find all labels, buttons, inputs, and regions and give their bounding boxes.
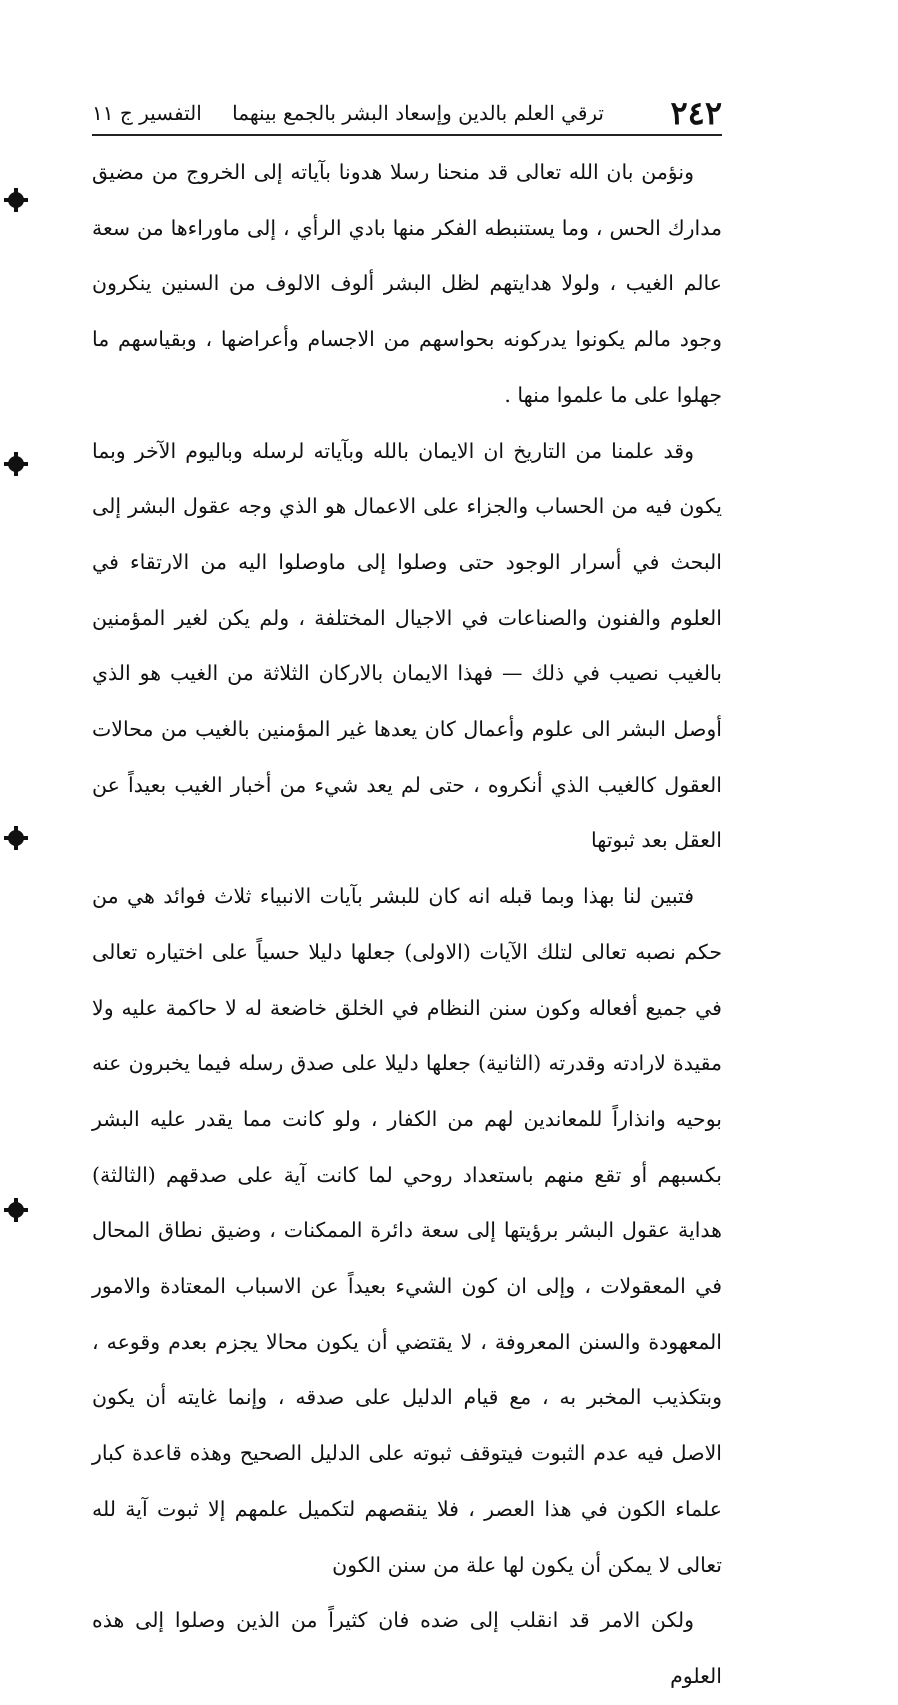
binding-hole-mark-icon — [8, 456, 24, 472]
paragraph-2: وقد علمنا من التاريخ ان الايمان بالله وبآياته لرسله وباليوم الآخر وبما يكون فيه من الحساب والجزاء على الاعمال هو الذي وجه عقول البشر إلى البحث في أسرار الوجود حتى وصلوا إلى ماوصلوا اليه من الارتقاء في العلوم والفنون والصناعات في الاجيال المختلفة ، ولم يكن لغير المؤمنين بالغيب نصيب في ذلك — فهذا الايمان بالاركان الثلاثة من الغيب هو الذي أوصل البشر الى علوم وأعمال كان يعدها غير المؤمنين بالغيب من محالات العقول كالغيب الذي أنكروه ، حتى لم يعد شيء من أخبار الغيب بعيداً عن العقل بعد ثبوتها — [92, 438, 722, 853]
paragraph-3: فتبين لنا بهذا وبما قبله انه كان للبشر بآيات الانبياء ثلاث فوائد هي من حكم نصبه تعالى لتلك الآيات (الاولى) جعلها دليلا حسياً على اختياره تعالى في جميع أفعاله وكون سنن النظام في الخلق خاضعة له لا حاكمة عليه ولا مقيدة لارادته وقدرته (الثانية) جعلها دليلا على صدق رسله فيما يخبرون عنه بوحيه وانذاراً للمعاندين لهم من الكفار ، ولو كانت مما يقدر عليه البشر بكسبهم أو تقع منهم باستعداد روحي لما كانت آية على صدقهم (الثالثة) هداية عقول البشر برؤيتها إلى سعة دائرة الممكنات ، وضيق نطاق المحال في المعقولات ، وإلى ان كون الشيء بعيداً عن الاسباب المعتادة والامور المعهودة والسنن المعروفة ، لا يقتضي أن يكون محالا يجزم بعدم وقوعه ، وبتكذيب المخبر به ، مع قيام الدليل على صدقه ، وإنما غايته أن يكون الاصل فيه عدم الثبوت فيتوقف ثبوته على الدليل الصحيح وهذه قاعدة كبار علماء الكون في هذا العصر ، فلا ينقصهم لتكميل علمهم إلا ثبوت آية لله تعالى لا يمكن أن يكون لها علة من سنن الكون — [92, 884, 722, 1577]
running-title: ترقي العلم بالدين وإسعاد البشر بالجمع بينهما — [232, 101, 604, 125]
binding-hole-mark-icon — [8, 1202, 24, 1218]
paragraph-1: ونؤمن بان الله تعالى قد منحنا رسلا هدونا بآياته إلى الخروج من مضيق مدارك الحس ، وما يستنبطه الفكر منها بادي الرأي ، إلى ماوراءها من سعة عالم الغيب ، ولولا هدايتهم لظل البشر ألوف الالوف من السنين ينكرون وجود مالم يكونوا يدركونه بحواسهم من الاجسام وأعراضها ، وبقياسهم ما جهلوا على ما علموا منها . — [92, 160, 722, 407]
paragraph-4: ولكن الامر قد انقلب إلى ضده فان كثيراً من الذين وصلوا إلى هذه العلوم — [92, 1608, 722, 1688]
binding-hole-mark-icon — [8, 830, 24, 846]
section-label: التفسير ج ١١ — [92, 101, 202, 125]
page-number: ٢٤٢ — [670, 94, 722, 132]
body-text — [92, 145, 722, 1705]
page-header — [92, 92, 722, 136]
binding-hole-mark-icon — [8, 192, 24, 208]
